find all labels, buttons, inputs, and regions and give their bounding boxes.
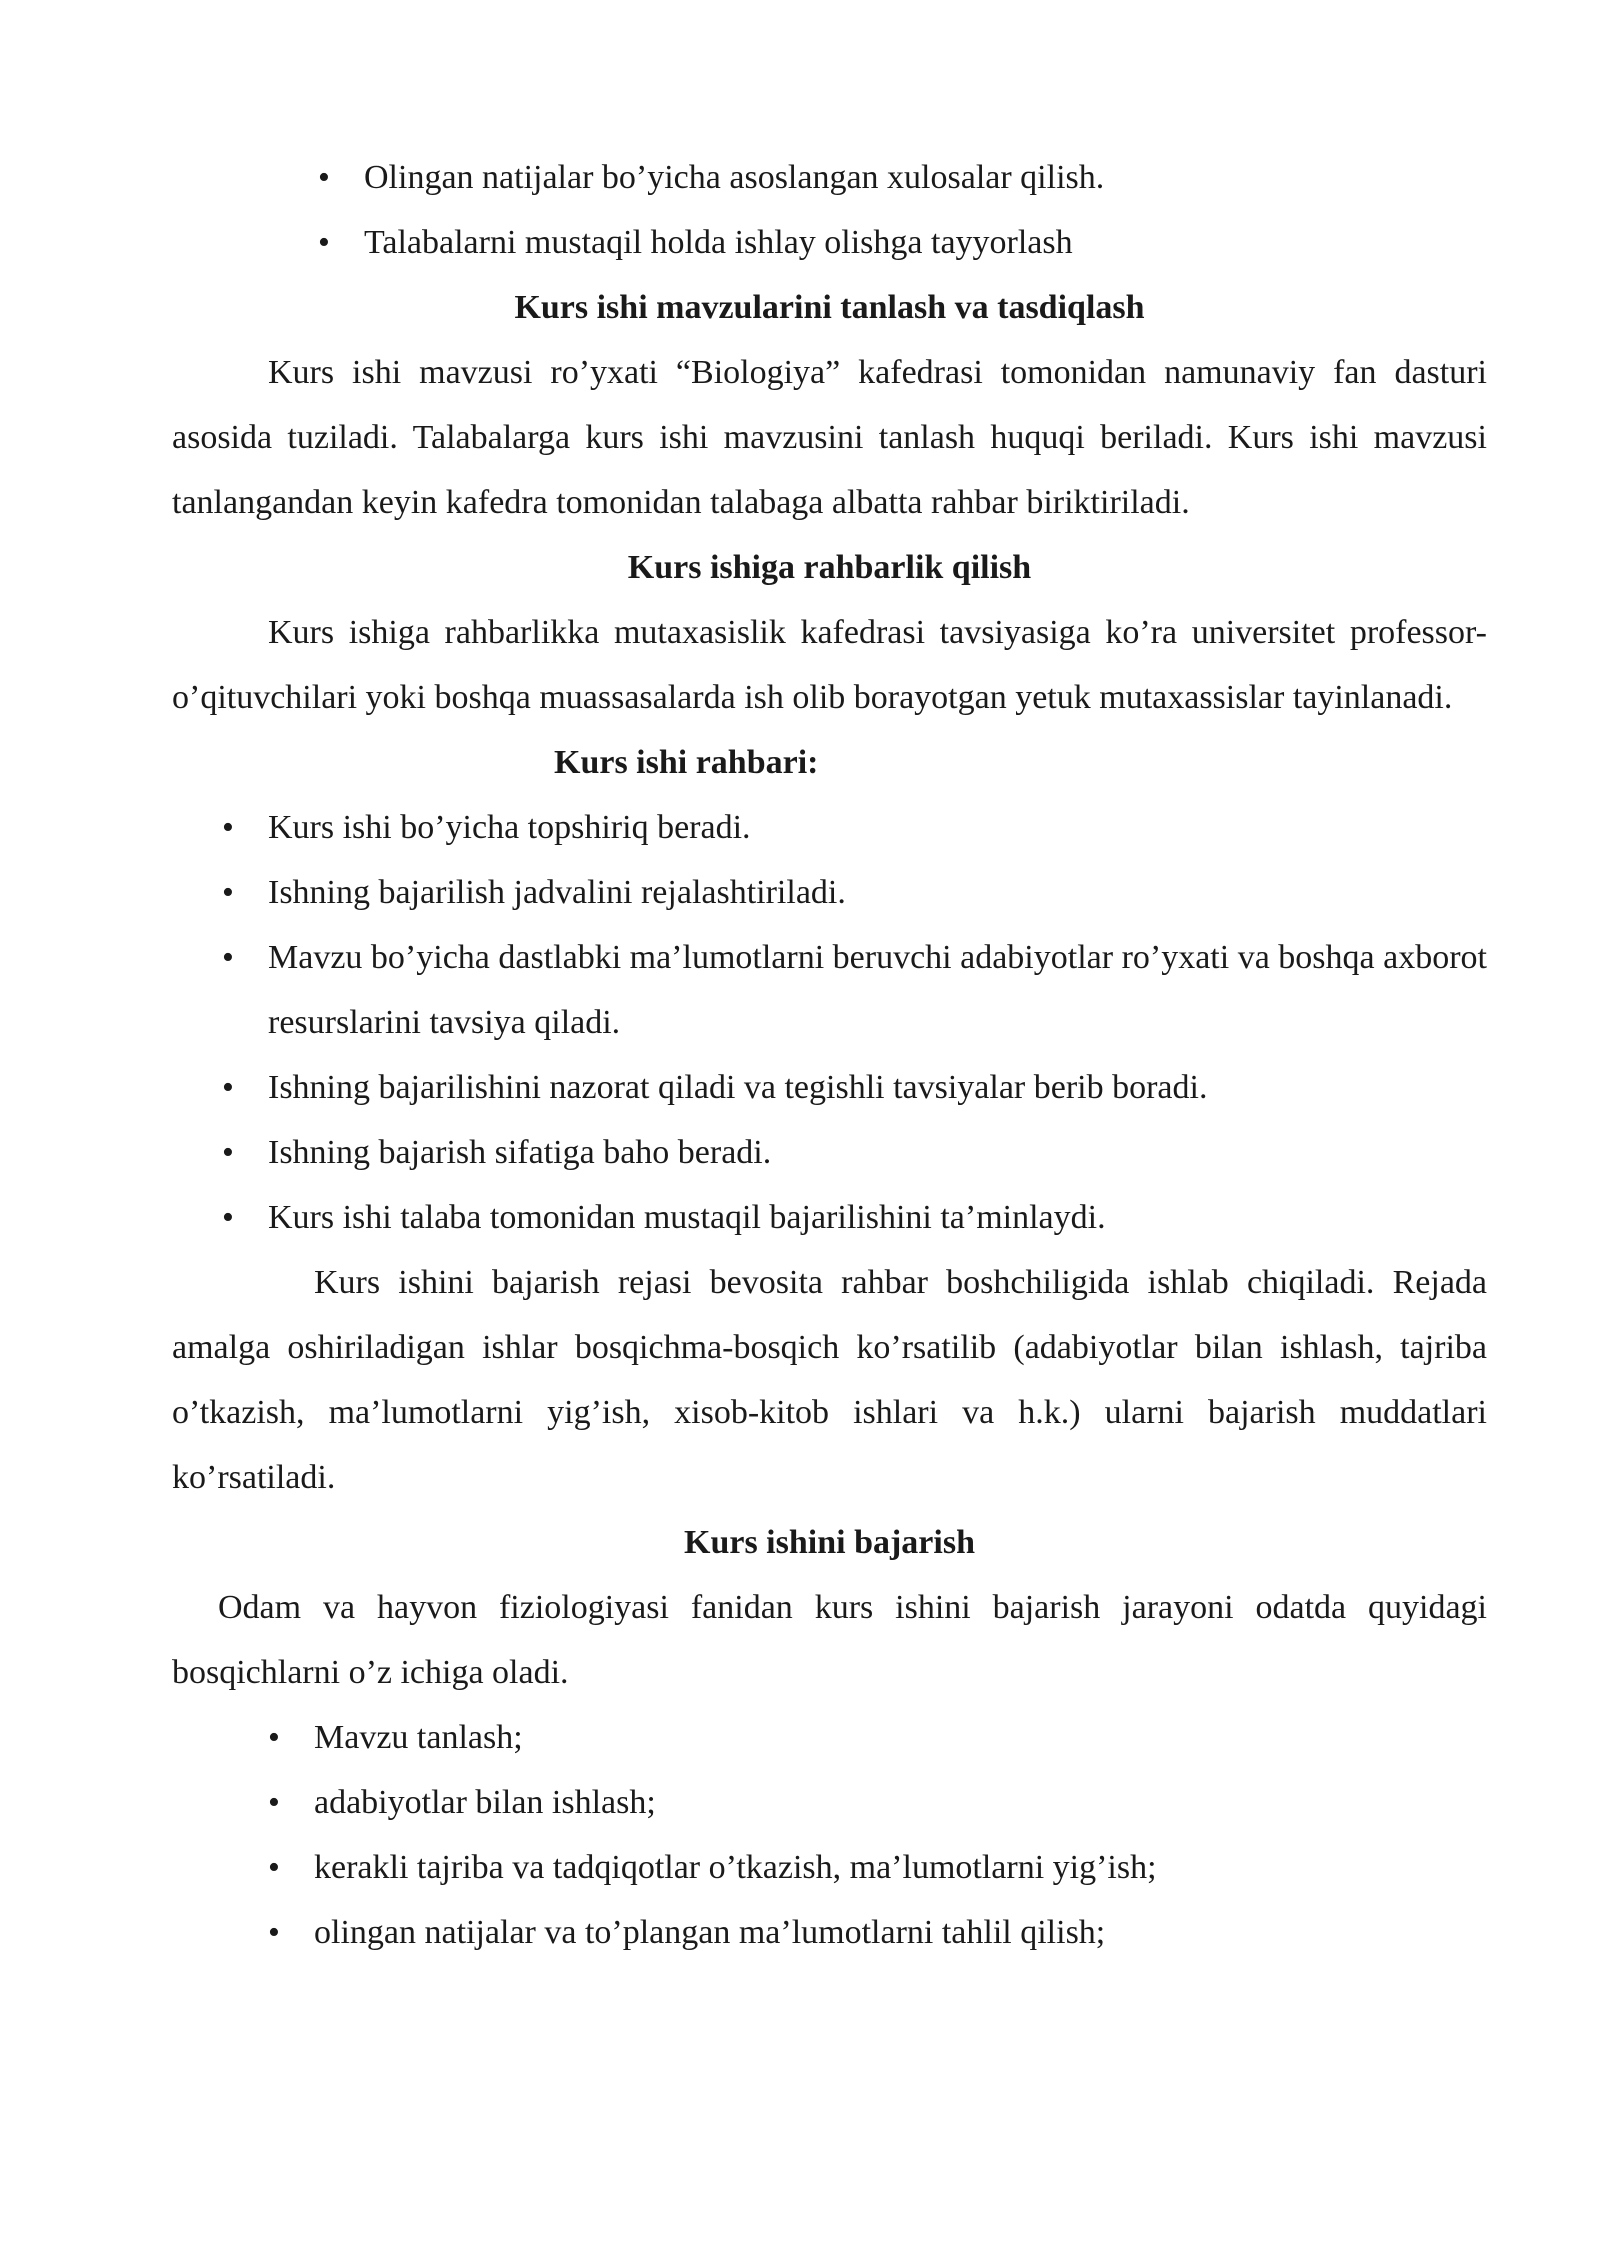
bullet-icon: • <box>222 1069 234 1106</box>
bullet-icon: • <box>268 1914 280 1951</box>
list-item: • Kurs ishi bo’yicha topshiriq beradi. <box>268 795 1487 860</box>
list-item: • Ishning bajarish sifatiga baho beradi. <box>268 1120 1487 1185</box>
bullet-icon: • <box>268 1849 280 1886</box>
supervisor-duties-list <box>172 795 1487 1250</box>
bullet-icon: • <box>222 939 234 976</box>
section-heading-supervision: Kurs ishiga rahbarlik qilish <box>627 549 1032 586</box>
bullet-icon: • <box>318 224 330 261</box>
list-item: • Olingan natijalar bo’yicha asoslangan xulosalar qilish. <box>364 145 1487 210</box>
section-heading-execution: Kurs ishini bajarish <box>684 1524 975 1561</box>
bullet-icon: • <box>222 874 234 911</box>
paragraph-work-plan: Kurs ishini bajarish rejasi bevosita rahbar boshchiligida ishlab chiqiladi. Rejada amalga oshiriladigan ishlar bosqichma-bosqich ko’rsatilib (adabiyotlar bilan ishlash, tajriba o’tkazish, ma’lumotlarni yig’ish, xisob-kitob ishlari va h.k.) ularni bajarish muddatlari ko’rsatiladi. <box>172 1264 1487 1496</box>
section-heading-supervisor: Kurs ishi rahbari: <box>554 744 819 781</box>
document-body <box>172 145 1487 1965</box>
list-item: • Mavzu bo’yicha dastlabki ma’lumotlarni beruvchi adabiyotlar ro’yxati va boshqa axborot resurslarini tavsiya qiladi. <box>268 925 1487 1055</box>
paragraph-supervision: Kurs ishiga rahbarlikka mutaxasislik kafedrasi tavsiyasiga ko’ra universitet professor-o’qituvchilari yoki boshqa muassasalarda ish olib borayotgan yetuk mutaxassislar tayinlanadi. <box>172 614 1487 716</box>
bullet-icon: • <box>222 809 234 846</box>
objectives-list <box>172 145 1487 275</box>
bullet-icon: • <box>222 1134 234 1171</box>
bullet-icon: • <box>222 1199 234 1236</box>
bullet-icon: • <box>318 159 330 196</box>
list-item: • Ishning bajarilishini nazorat qiladi va tegishli tavsiyalar berib boradi. <box>268 1055 1487 1120</box>
list-item: • adabiyotlar bilan ishlash; <box>314 1770 1487 1835</box>
list-item: • kerakli tajriba va tadqiqotlar o’tkazish, ma’lumotlarni yig’ish; <box>314 1835 1487 1900</box>
paragraph-topic-selection: Kurs ishi mavzusi ro’yxati “Biologiya” kafedrasi tomonidan namunaviy fan dasturi asosida tuziladi. Talabalarga kurs ishi mavzusini tanlash huquqi beriladi. Kurs ishi mavzusi tanlangandan keyin kafedra tomonidan talabaga albatta rahbar biriktiriladi. <box>172 354 1487 521</box>
bullet-icon: • <box>268 1719 280 1756</box>
bullet-icon: • <box>268 1784 280 1821</box>
list-item: • olingan natijalar va to’plangan ma’lumotlarni tahlil qilish; <box>314 1900 1487 1965</box>
list-item: • Talabalarni mustaqil holda ishlay olishga tayyorlash <box>364 210 1487 275</box>
list-item: • Ishning bajarilish jadvalini rejalashtiriladi. <box>268 860 1487 925</box>
execution-stages-list <box>172 1705 1487 1965</box>
paragraph-execution: Odam va hayvon fiziologiyasi fanidan kurs ishini bajarish jarayoni odatda quyidagi bosqichlarni o’z ichiga oladi. <box>172 1589 1487 1691</box>
list-item: • Kurs ishi talaba tomonidan mustaqil bajarilishini ta’minlaydi. <box>268 1185 1487 1250</box>
list-item: • Mavzu tanlash; <box>314 1705 1487 1770</box>
section-heading-topic-selection: Kurs ishi mavzularini tanlash va tasdiqlash <box>514 289 1145 326</box>
